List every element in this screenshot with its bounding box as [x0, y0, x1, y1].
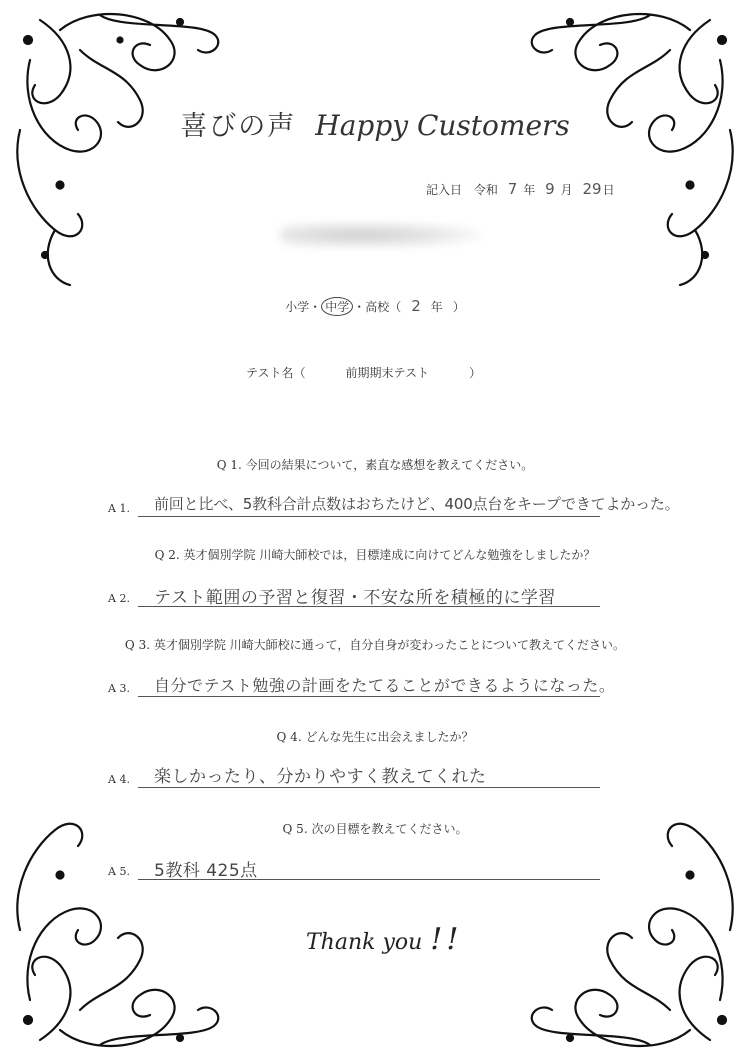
ornament-top-right	[520, 0, 750, 300]
test-name-label: テスト名（	[246, 366, 306, 380]
school-high: 高校	[365, 300, 390, 314]
test-name-row	[246, 364, 481, 381]
answer-1-label: A 1.	[108, 502, 130, 515]
answer-2-label: A 2.	[108, 592, 130, 605]
entry-date-era: 令和	[473, 183, 498, 197]
entry-date-day: 29	[582, 180, 602, 198]
grade-value: 2	[411, 297, 421, 315]
school-grade	[0, 297, 750, 316]
question-4: Q 4. どんな先生に出会えましたか？	[276, 730, 474, 744]
thank-you-text	[306, 922, 462, 957]
entry-date-month-unit: 月	[560, 183, 573, 197]
grade-close-paren: ）	[452, 300, 465, 314]
entry-date	[426, 180, 615, 198]
title-english: Happy Customers	[315, 109, 570, 142]
test-name-close: ）	[469, 366, 482, 380]
answer-2-text: テスト範囲の予習と復習・不安な所を積極的に学習	[154, 588, 556, 608]
question-5: Q 5. 次の目標を教えてください。	[282, 822, 468, 836]
question-1: Q 1. 今回の結果について，素直な感想を教えてください。	[216, 458, 534, 472]
school-elementary: 小学	[285, 300, 310, 314]
entry-date-month: 9	[545, 180, 555, 198]
answer-4-text: 楽しかったり、分かりやすく教えてくれた	[154, 767, 487, 787]
ornament-top-left	[0, 0, 230, 300]
entry-date-year: 7	[507, 180, 518, 198]
answer-3-text: 自分でテスト勉強の計画をたてることができるようになった。	[154, 676, 616, 695]
page-title	[0, 104, 750, 143]
grade-unit: 年	[430, 300, 443, 314]
grade-open-paren: （	[389, 300, 402, 314]
answer-1-text: 前回と比べ、5教科合計点数はおちたけど、400点台をキープできてよかった。	[154, 495, 680, 513]
title-japanese: 喜びの声	[180, 111, 297, 142]
question-2: Q 2. 英才個別学院 川崎大師校では，目標達成に向けてどんな勉強をしましたか？	[154, 548, 596, 562]
entry-date-year-unit: 年	[523, 183, 536, 197]
answer-5-label: A 5.	[108, 865, 130, 878]
test-name-value: 前期期末テスト	[345, 366, 430, 380]
redacted-name	[280, 222, 480, 248]
ornament-bottom-left	[0, 760, 230, 1060]
answer-5-text: 5教科 425点	[154, 861, 258, 881]
question-3: Q 3. 英才個別学院 川崎大師校に通って，自分自身が変わったことについて教えてください。	[124, 638, 626, 652]
answer-4-label: A 4.	[108, 773, 130, 786]
school-middle-selected: 中学	[321, 297, 353, 316]
entry-date-day-unit: 日	[602, 183, 615, 197]
entry-date-label: 記入日	[426, 183, 463, 197]
school-separator: ・	[353, 300, 366, 314]
school-separator: ・	[309, 300, 322, 314]
ornament-bottom-right	[520, 760, 750, 1060]
answer-3-label: A 3.	[108, 682, 130, 695]
thank-you-marks: !!	[430, 922, 463, 957]
thank-you-label: Thank you	[306, 930, 423, 955]
